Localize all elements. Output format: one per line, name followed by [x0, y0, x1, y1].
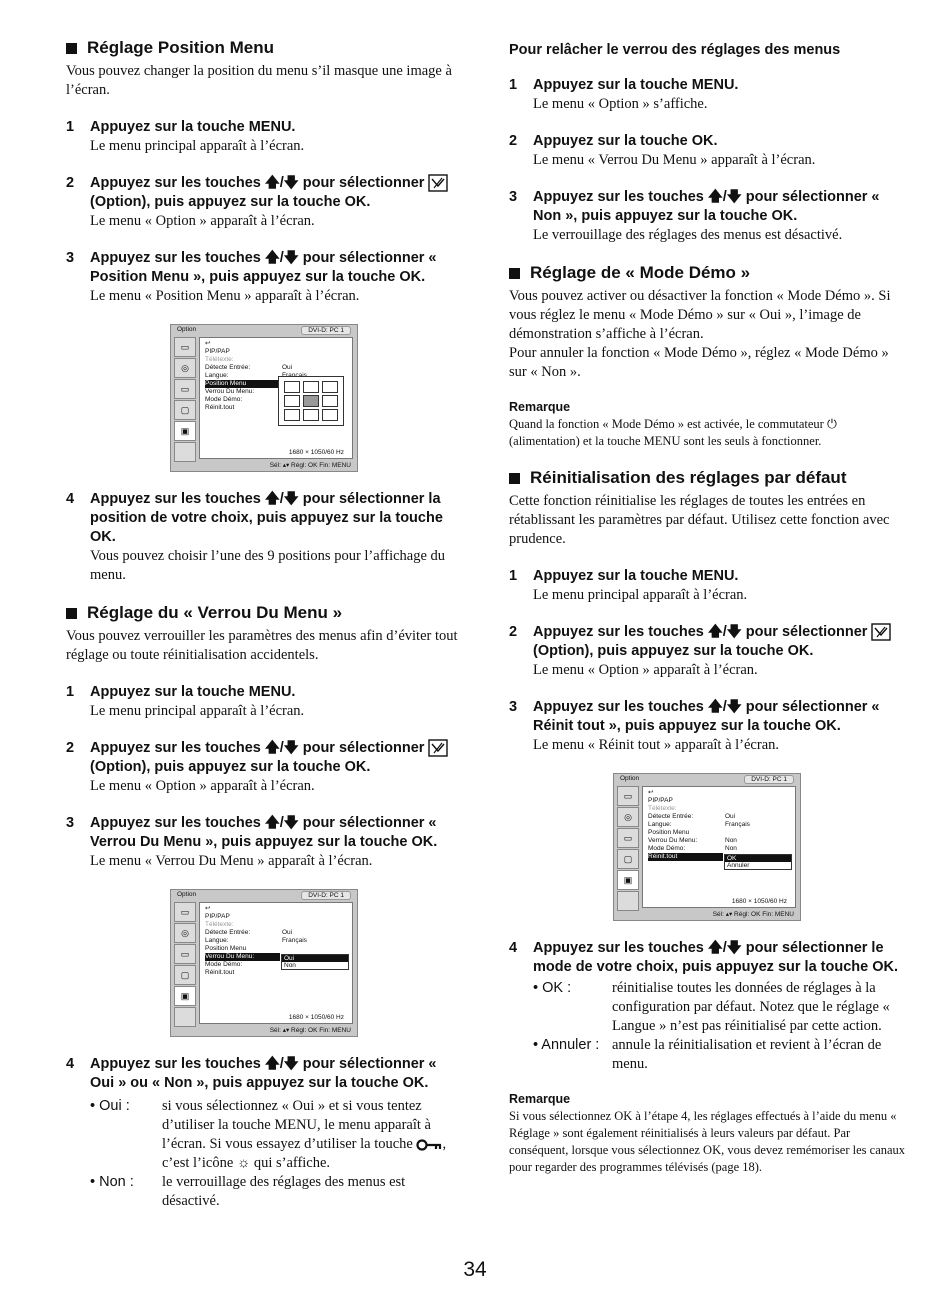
step: [66, 249, 464, 306]
menu-item: [205, 929, 315, 937]
step: [509, 623, 907, 680]
step-desc: Le menu « Option » apparaît à l’écran.: [90, 213, 315, 229]
step-desc: Le menu « Verrou Du Menu » apparaît à l’écran.: [90, 853, 373, 869]
step-number: 1: [66, 684, 75, 700]
bullet-text: annule la réinitialisation et revient à l’écran de menu.: [612, 1037, 882, 1072]
up-down-arrows-icon: 🡅/🡇: [264, 1056, 299, 1072]
step-title-part: Appuyez sur les touches: [90, 815, 265, 831]
reset-dropdown: [724, 854, 792, 870]
step-number: 3: [509, 189, 518, 205]
up-down-arrows-icon: 🡅/🡇: [264, 491, 299, 507]
step-desc: Le menu « Option » apparaît à l’écran.: [533, 662, 758, 678]
paragraph: Pour annuler la fonction « Mode Démo », réglez « Mode Démo » sur « Non ».: [509, 345, 889, 380]
dropdown-option-selected: OK: [725, 855, 791, 862]
section-title: Réglage Position Menu: [87, 38, 275, 57]
menu-item: Télétexte:: [648, 805, 677, 812]
step: [509, 698, 907, 755]
dropdown-option: Annuler: [727, 862, 750, 869]
step-title: [533, 939, 907, 977]
bullet-item: [533, 1036, 907, 1074]
bullet-item: [533, 979, 907, 1036]
note-text-part: Quand la fonction « Mode Démo » est activée, le commutateur: [509, 417, 827, 431]
dropdown-option-selected: Oui: [282, 955, 348, 962]
step: [66, 174, 464, 231]
up-down-arrows-icon: 🡅/🡇: [264, 740, 299, 756]
menu-screenshot-position: [170, 324, 358, 472]
step-desc: Le verrouillage des réglages des menus est désactivé.: [533, 227, 843, 243]
menu-item: Réinit.tout: [205, 969, 235, 976]
right-column: [509, 38, 907, 1194]
menu-screenshot-lock: [170, 889, 358, 1037]
menu-value: Français: [282, 937, 307, 944]
screen-icon: ▭: [174, 379, 196, 399]
bullet-text-part: qui s’affiche.: [250, 1155, 331, 1171]
bullet-item: [90, 1173, 464, 1211]
bullet-text-part: , c’est l’icône: [162, 1136, 447, 1171]
menu-footer: Sél: ▴▾ Régl: OK Fin: MENU: [712, 911, 794, 918]
bullet-text: [162, 1097, 464, 1173]
subsection-title: Pour relâcher le verrou des réglages des menus: [509, 42, 841, 58]
screen-icon: ▭: [174, 944, 196, 964]
menu-back: ↩: [648, 789, 654, 796]
step-desc: Le menu principal apparaît à l’écran.: [90, 138, 305, 154]
square-bullet-icon: [509, 268, 520, 279]
step: [509, 76, 907, 114]
menu-item: PIP/PAP: [205, 348, 230, 355]
menu-sidebar: [174, 337, 196, 463]
step-desc: Le menu « Position Menu » apparaît à l’écran.: [90, 288, 360, 304]
up-down-arrows-icon: 🡅/🡇: [264, 175, 299, 191]
menu-source: DVI-D: PC 1: [301, 326, 351, 335]
step-title-part: pour sélectionner le mode de votre choix, puis appuyez sur la touche OK.: [533, 940, 898, 975]
step-title-part: pour sélectionner « Oui » ou « Non », puis appuyez sur la touche OK.: [90, 1056, 437, 1091]
step: [66, 683, 464, 721]
position-grid: [278, 376, 344, 426]
menu-item-selected: Réinit.tout: [648, 853, 723, 861]
step-number: 1: [66, 119, 75, 135]
step-title-part: Appuyez sur les touches: [90, 175, 265, 191]
note-heading: Remarque: [509, 1092, 571, 1106]
step-title-part: Appuyez sur les touches: [533, 699, 708, 715]
note-text: Si vous sélectionnez OK à l’étape 4, les réglages effectués à l’aide du menu « Réglage » sont également réinitialisés à leurs valeurs par défaut. Par conséquent, lorsque vous sélectionnez OK, vous devez remémoriser les canaux pour regarder des programmes télévisés (page 18).: [509, 1109, 906, 1174]
paragraph: Vous pouvez activer ou désactiver la fonction « Mode Démo ». Si vous réglez le menu « Mode Démo » sur « Oui », l’image de démonstration s’affiche à l’écran.: [509, 288, 891, 342]
sound-icon: ◎: [174, 923, 196, 943]
section-title: Réinitialisation des réglages par défaut: [530, 468, 847, 487]
step-title: Appuyez sur la touche OK.: [533, 133, 718, 149]
menu-value: Non: [725, 845, 737, 852]
menu-value: Oui: [282, 929, 293, 936]
step-number: 3: [509, 699, 518, 715]
position-cell: [322, 409, 338, 421]
blank-icon: [617, 891, 639, 911]
step-title: [533, 623, 907, 661]
step-title-part: Appuyez sur les touches: [533, 624, 708, 640]
setup-icon: ▢: [617, 849, 639, 869]
step-number: 2: [509, 624, 518, 640]
menu-item: PIP/PAP: [648, 797, 673, 804]
page-number: 34: [463, 1258, 487, 1281]
step-title-part: pour sélectionner: [298, 175, 429, 191]
section-intro: Cette fonction réinitialise les réglages de toutes les entrées en rétablissant les paramètres par défaut. Utilisez cette fonction avec prudence.: [509, 493, 890, 547]
step-desc: Le menu « Verrou Du Menu » apparaît à l’écran.: [533, 152, 816, 168]
square-bullet-icon: [66, 43, 77, 54]
lock-sun-icon: ☼: [236, 1155, 251, 1171]
step-title: [533, 698, 907, 736]
menu-item: Mode Démo:: [205, 396, 243, 403]
up-down-arrows-icon: 🡅/🡇: [707, 699, 742, 715]
picture-icon: ▭: [174, 337, 196, 357]
menu-item-label: Détecte Entrée:: [648, 813, 694, 820]
setup-icon: ▢: [174, 400, 196, 420]
menu-back: ↩: [205, 340, 211, 347]
note-text: [509, 416, 907, 450]
step: [509, 188, 907, 245]
step-title: Appuyez sur la touche MENU.: [533, 77, 739, 93]
bullet-key: • OK :: [533, 980, 572, 996]
bullet-key: • Annuler :: [533, 1037, 600, 1053]
dropdown-option: Non: [284, 962, 296, 969]
position-cell: [322, 395, 338, 407]
menu-item-label: Langue:: [648, 821, 672, 828]
step-desc: Le menu « Option » s’affiche.: [533, 96, 708, 112]
section-heading: [509, 263, 907, 283]
menu-source: DVI-D: PC 1: [301, 891, 351, 900]
position-cell: [284, 395, 300, 407]
square-bullet-icon: [66, 608, 77, 619]
menu-title: Option: [177, 326, 197, 333]
step-title: [90, 249, 464, 287]
bullet-key: • Oui :: [90, 1098, 130, 1114]
menu-panel: [199, 902, 353, 1024]
step: [509, 132, 907, 170]
menu-item: Télétexte:: [205, 356, 234, 363]
menu-item-label: Langue:: [205, 372, 229, 379]
section-intro: Vous pouvez verrouiller les paramètres des menus afin d’éviter tout réglage ou toute réinitialisation accidentels.: [66, 628, 458, 663]
up-down-arrows-icon: 🡅/🡇: [707, 940, 742, 956]
option-menu-icon: ▣: [617, 870, 639, 890]
step-title: [90, 739, 464, 777]
step-title-part: (Option), puis appuyez sur la touche OK.: [90, 194, 371, 210]
power-icon: ⏻: [826, 417, 837, 431]
step-title: Appuyez sur la touche MENU.: [90, 684, 296, 700]
menu-panel: [642, 786, 796, 908]
step-title-part: Appuyez sur les touches: [90, 1056, 265, 1072]
step: [66, 814, 464, 871]
sound-icon: ◎: [174, 358, 196, 378]
option-menu-icon: ▣: [174, 986, 196, 1006]
step: [509, 567, 907, 605]
up-down-arrows-icon: 🡅/🡇: [707, 624, 742, 640]
menu-back: ↩: [205, 905, 211, 912]
step: [509, 939, 907, 977]
up-down-arrows-icon: 🡅/🡇: [264, 250, 299, 266]
menu-value: Oui: [725, 813, 736, 820]
menu-item: Réinit.tout: [205, 404, 235, 411]
step-title: [90, 814, 464, 852]
step-desc: Le menu principal apparaît à l’écran.: [90, 703, 305, 719]
menu-item-label: Mode Démo:: [648, 845, 686, 852]
step-number: 4: [66, 1056, 75, 1072]
menu-resolution: 1680 × 1050/60 Hz: [288, 449, 344, 456]
note-text-part: (alimentation) et la touche MENU sont les seuls à fonctionner.: [509, 434, 822, 448]
key-icon: [416, 1139, 442, 1151]
step-title-part: pour sélectionner: [741, 624, 872, 640]
menu-item-selected: Verrou Du Menu:: [205, 953, 280, 961]
step-title-part: (Option), puis appuyez sur la touche OK.: [90, 759, 371, 775]
step-number: 3: [66, 815, 75, 831]
menu-panel: [199, 337, 353, 459]
note-heading: Remarque: [509, 400, 571, 414]
section-title: Réglage de « Mode Démo »: [530, 263, 751, 282]
step-title-part: Appuyez sur les touches: [90, 491, 265, 507]
option-menu-icon: [871, 623, 891, 641]
step: [66, 1055, 464, 1093]
sound-icon: ◎: [617, 807, 639, 827]
step-number: 2: [66, 175, 75, 191]
step-title-part: pour sélectionner: [298, 740, 429, 756]
position-cell: [284, 381, 300, 393]
step-title-part: Appuyez sur les touches: [533, 189, 708, 205]
bullet-item: [90, 1097, 464, 1173]
menu-resolution: 1680 × 1050/60 Hz: [288, 1014, 344, 1021]
step-title-part: (Option), puis appuyez sur la touche OK.: [533, 643, 814, 659]
menu-item: Position Menu: [648, 829, 690, 836]
blank-icon: [174, 442, 196, 462]
menu-sidebar: [174, 902, 196, 1028]
step-desc: Le menu principal apparaît à l’écran.: [533, 587, 748, 603]
bullet-key: • Non :: [90, 1174, 134, 1190]
step-desc: Le menu « Réinit tout » apparaît à l’écran.: [533, 737, 780, 753]
menu-item-label: Détecte Entrée:: [205, 929, 251, 936]
step-title-part: Appuyez sur les touches: [90, 250, 265, 266]
step-title-part: Appuyez sur les touches: [533, 940, 708, 956]
step-desc: Vous pouvez choisir l’une des 9 positions pour l’affichage du menu.: [90, 548, 446, 583]
left-column: [66, 38, 464, 1211]
position-cell: [284, 409, 300, 421]
menu-value: Non: [725, 837, 737, 844]
step-title: Appuyez sur la touche MENU.: [90, 119, 296, 135]
step-title-part: pour sélectionner « Réinit tout », puis appuyez sur la touche OK.: [533, 699, 880, 734]
step-number: 4: [509, 940, 518, 956]
step-title-part: pour sélectionner « Position Menu », puis appuyez sur la touche OK.: [90, 250, 437, 285]
menu-footer: Sél: ▴▾ Régl: OK Fin: MENU: [269, 462, 351, 469]
menu-item: Mode Démo:: [205, 961, 243, 968]
menu-item: [648, 845, 758, 853]
menu-screenshot-reset: [613, 773, 801, 921]
menu-value: Oui: [282, 364, 293, 371]
bullet-text-part: si vous sélectionnez « Oui » et si vous tentez d’utiliser la touche MENU, le menu apparaît à l’écran. Si vous essayez d’utiliser la touche: [162, 1098, 431, 1152]
menu-footer: Sél: ▴▾ Régl: OK Fin: MENU: [269, 1027, 351, 1034]
step-title-part: pour sélectionner « Non », puis appuyez sur la touche OK.: [533, 189, 880, 224]
bullet-text: réinitialise toutes les données de réglages à la configuration par défaut. Notez que le réglage « Langue » n’est pas réinitialisé par cette action.: [612, 980, 890, 1034]
screen-icon: ▭: [617, 828, 639, 848]
step-number: 2: [509, 133, 518, 149]
menu-item: [648, 821, 758, 829]
step: [66, 118, 464, 156]
step-title-part: Appuyez sur les touches: [90, 740, 265, 756]
option-menu-icon: [428, 174, 448, 192]
step-number: 3: [66, 250, 75, 266]
menu-item: [205, 937, 315, 945]
picture-icon: ▭: [617, 786, 639, 806]
menu-item-label: Langue:: [205, 937, 229, 944]
step-title: [90, 490, 464, 547]
bullet-text: le verrouillage des réglages des menus est désactivé.: [162, 1174, 406, 1209]
menu-source: DVI-D: PC 1: [744, 775, 794, 784]
up-down-arrows-icon: 🡅/🡇: [264, 815, 299, 831]
step-title: [90, 174, 464, 212]
menu-resolution: 1680 × 1050/60 Hz: [731, 898, 787, 905]
menu-item: PIP/PAP: [205, 913, 230, 920]
up-down-arrows-icon: 🡅/🡇: [707, 189, 742, 205]
picture-icon: ▭: [174, 902, 196, 922]
step: [66, 739, 464, 796]
position-cell: [303, 381, 319, 393]
section-heading: [66, 38, 464, 58]
step-title: Appuyez sur la touche MENU.: [533, 568, 739, 584]
step-number: 1: [509, 568, 518, 584]
step-number: 1: [509, 77, 518, 93]
menu-item: [205, 364, 315, 372]
step-title-part: pour sélectionner la position de votre choix, puis appuyez sur la touche OK.: [90, 491, 443, 545]
menu-item-label: Détecte Entrée:: [205, 364, 251, 371]
menu-item: Télétexte:: [205, 921, 234, 928]
section-intro: Vous pouvez changer la position du menu s’il masque une image à l’écran.: [66, 63, 452, 98]
section-title: Réglage du « Verrou Du Menu »: [87, 603, 343, 622]
step: [66, 490, 464, 585]
menu-item-selected: Position Menu: [205, 380, 280, 388]
menu-title: Option: [620, 775, 640, 782]
step-title: [533, 188, 907, 226]
setup-icon: ▢: [174, 965, 196, 985]
square-bullet-icon: [509, 473, 520, 484]
step-number: 2: [66, 740, 75, 756]
position-cell: [303, 409, 319, 421]
step-title: [90, 1055, 464, 1093]
menu-sidebar: [617, 786, 639, 912]
section-heading: [66, 603, 464, 623]
menu-item: [648, 813, 758, 821]
menu-item-label: Verrou Du Menu:: [648, 837, 698, 844]
position-cell-selected: [303, 395, 319, 407]
menu-item: Position Menu: [205, 945, 247, 952]
menu-item: [648, 837, 758, 845]
section-heading: [509, 468, 907, 488]
menu-title: Option: [177, 891, 197, 898]
menu-item: Verrou Du Menu:: [205, 388, 255, 395]
lock-dropdown: [281, 954, 349, 970]
step-desc: Le menu « Option » apparaît à l’écran.: [90, 778, 315, 794]
position-cell: [322, 381, 338, 393]
blank-icon: [174, 1007, 196, 1027]
step-title-part: pour sélectionner « Verrou Du Menu », puis appuyez sur la touche OK.: [90, 815, 438, 850]
menu-value: Français: [725, 821, 750, 828]
step-number: 4: [66, 491, 75, 507]
option-menu-icon: [428, 739, 448, 757]
option-menu-icon: ▣: [174, 421, 196, 441]
